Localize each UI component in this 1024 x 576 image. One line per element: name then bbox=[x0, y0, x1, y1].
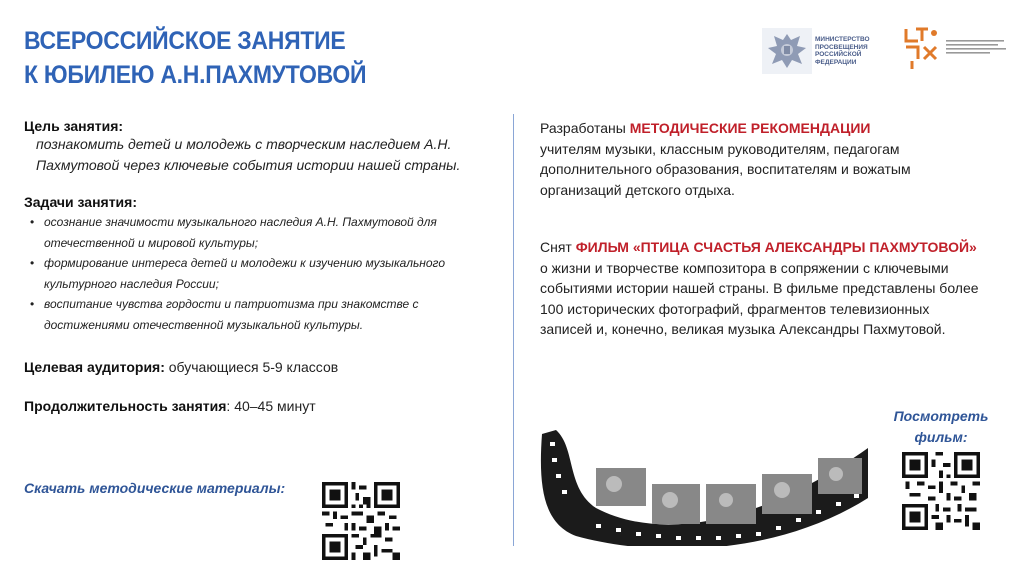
ministry-logo bbox=[762, 28, 882, 74]
center-logo-caption-icon bbox=[946, 38, 1008, 60]
column-divider bbox=[513, 114, 514, 546]
duration-line bbox=[24, 398, 504, 414]
goal-label: Цель занятия: bbox=[24, 118, 124, 134]
tasks-label: Задачи занятия: bbox=[24, 194, 137, 210]
watch-film-link[interactable]: Посмотреть фильм: bbox=[893, 408, 989, 445]
duration-label: Продолжительность занятия bbox=[24, 398, 227, 414]
tasks-list bbox=[24, 212, 504, 335]
recommendations-paragraph bbox=[540, 118, 990, 200]
p1-prefix: Разработаны bbox=[540, 120, 630, 136]
qr-code-icon bbox=[902, 452, 980, 530]
recommendations-highlight: МЕТОДИЧЕСКИЕ РЕКОМЕНДАЦИИ bbox=[629, 120, 871, 136]
audience-value: обучающиеся 5-9 классов bbox=[164, 359, 339, 375]
task-item: • воспитание чувства гордости и патриотизма при знакомстве с достижениями отечественной музыкальной культуры. bbox=[24, 294, 484, 335]
film-paragraph bbox=[540, 237, 990, 340]
left-column bbox=[24, 118, 504, 414]
download-qr-code[interactable] bbox=[322, 482, 400, 560]
ministry-name: МИНИСТЕРСТВО ПРОСВЕЩЕНИЯ РОССИЙСКОЙ ФЕДЕРАЦИИ bbox=[815, 36, 870, 66]
title-line-1: ВСЕРОССИЙСКОЕ ЗАНЯТИЕ bbox=[24, 27, 346, 55]
qr-code-icon bbox=[322, 482, 400, 560]
p2-rest: о жизни и творчестве композитора в сопряжении с ключевыми событиями истории нашей страны. В фильме представлены более 100 исторических фотографий, фрагментов телевизионных записей и, конечно, великая музыка Александры Пахмутовой. bbox=[540, 259, 979, 337]
task-item: • осознание значимости музыкального наследия А.Н. Пахмутовой для отечественной и мировой культуры; bbox=[24, 212, 484, 253]
audience-line bbox=[24, 359, 504, 375]
center-logo-icon bbox=[902, 25, 942, 71]
audience-label: Целевая аудитория: bbox=[24, 359, 165, 375]
center-logo bbox=[902, 22, 1017, 74]
p1-rest: учителям музыки, классным руководителям, педагогам дополнительного образования, воспитателям и вожатым организаций детского отдыха. bbox=[540, 140, 911, 198]
film-strip-image bbox=[536, 428, 872, 546]
page-title bbox=[24, 24, 366, 92]
duration-value: : 40–45 минут bbox=[226, 398, 316, 414]
eagle-emblem-icon bbox=[762, 28, 812, 74]
title-line-2: К ЮБИЛЕЮ А.Н.ПАХМУТОВОЙ bbox=[24, 61, 367, 89]
film-qr-code[interactable] bbox=[902, 452, 980, 530]
goal-text: познакомить детей и молодежь с творческим наследием А.Н. Пахмутовой через ключевые события истории нашей страны. bbox=[36, 136, 461, 173]
task-item: • формирование интереса детей и молодежи к изучению музыкального культурного наследия России; bbox=[24, 253, 484, 294]
download-materials-link[interactable]: Скачать методические материалы: bbox=[24, 480, 286, 496]
film-highlight: ФИЛЬМ «ПТИЦА СЧАСТЬЯ АЛЕКСАНДРЫ ПАХМУТОВОЙ» bbox=[575, 239, 977, 255]
p2-prefix: Снят bbox=[540, 239, 576, 255]
right-column bbox=[540, 118, 990, 340]
